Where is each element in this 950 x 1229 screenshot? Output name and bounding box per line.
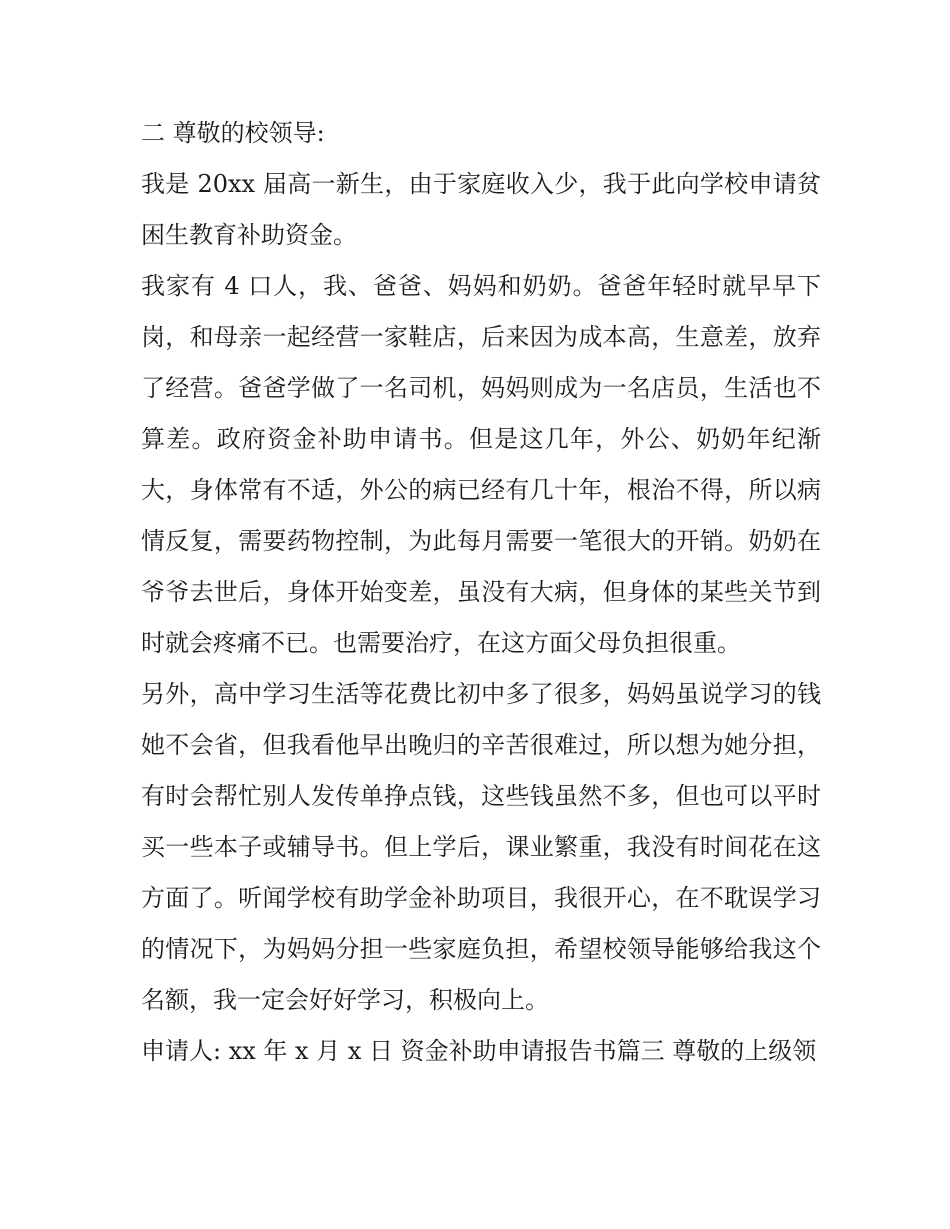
salutation: 二 尊敬的校领导: — [141, 119, 325, 147]
paragraph-intro: 我是 20xx 届高一新生，由于家庭收入少，我于此向学校申请贫困生教育补助资金。 — [141, 170, 821, 249]
signature-line: 申请人: xx 年 x 月 x 日 资金补助申请报告书篇三 尊敬的上级领 — [141, 1037, 817, 1065]
paragraph-family: 我家有 4 口人，我、爸爸、妈妈和奶奶。爸爸年轻时就早早下岗，和母亲一起经营一家鞋店，后来因为成本高，生意差，放弃了经营。爸爸学做了一名司机，妈妈则成为一名店员，生活也不算差。政府资金补助申请书。但是这几年，外公、奶奶年纪渐大，身体常有不适，外公的病已经有几十年，根治不得，所以病情反复，需要药物控制，为此每月需要一笔很大的开销。奶奶在爷爷去世后，身体开始变差，虽没有大病，但身体的某些关节到时就会疼痛不已。也需要治疗，在这方面父母负担很重。 — [141, 272, 821, 657]
paragraph-request: 另外，高中学习生活等花费比初中多了很多，妈妈虽说学习的钱她不会省，但我看他早出晚归的辛苦很难过，所以想为她分担，有时会帮忙别人发传单挣点钱，这些钱虽然不多，但也可以平时买一些本子或辅导书。但上学后，课业繁重，我没有时间花在这方面了。听闻学校有助学金补助项目，我很开心，在不耽误学习的情况下，为妈妈分担一些家庭负担，希望校领导能够给我这个名额，我一定会好好学习，积极向上。 — [141, 680, 821, 1014]
document-body — [141, 108, 821, 1077]
